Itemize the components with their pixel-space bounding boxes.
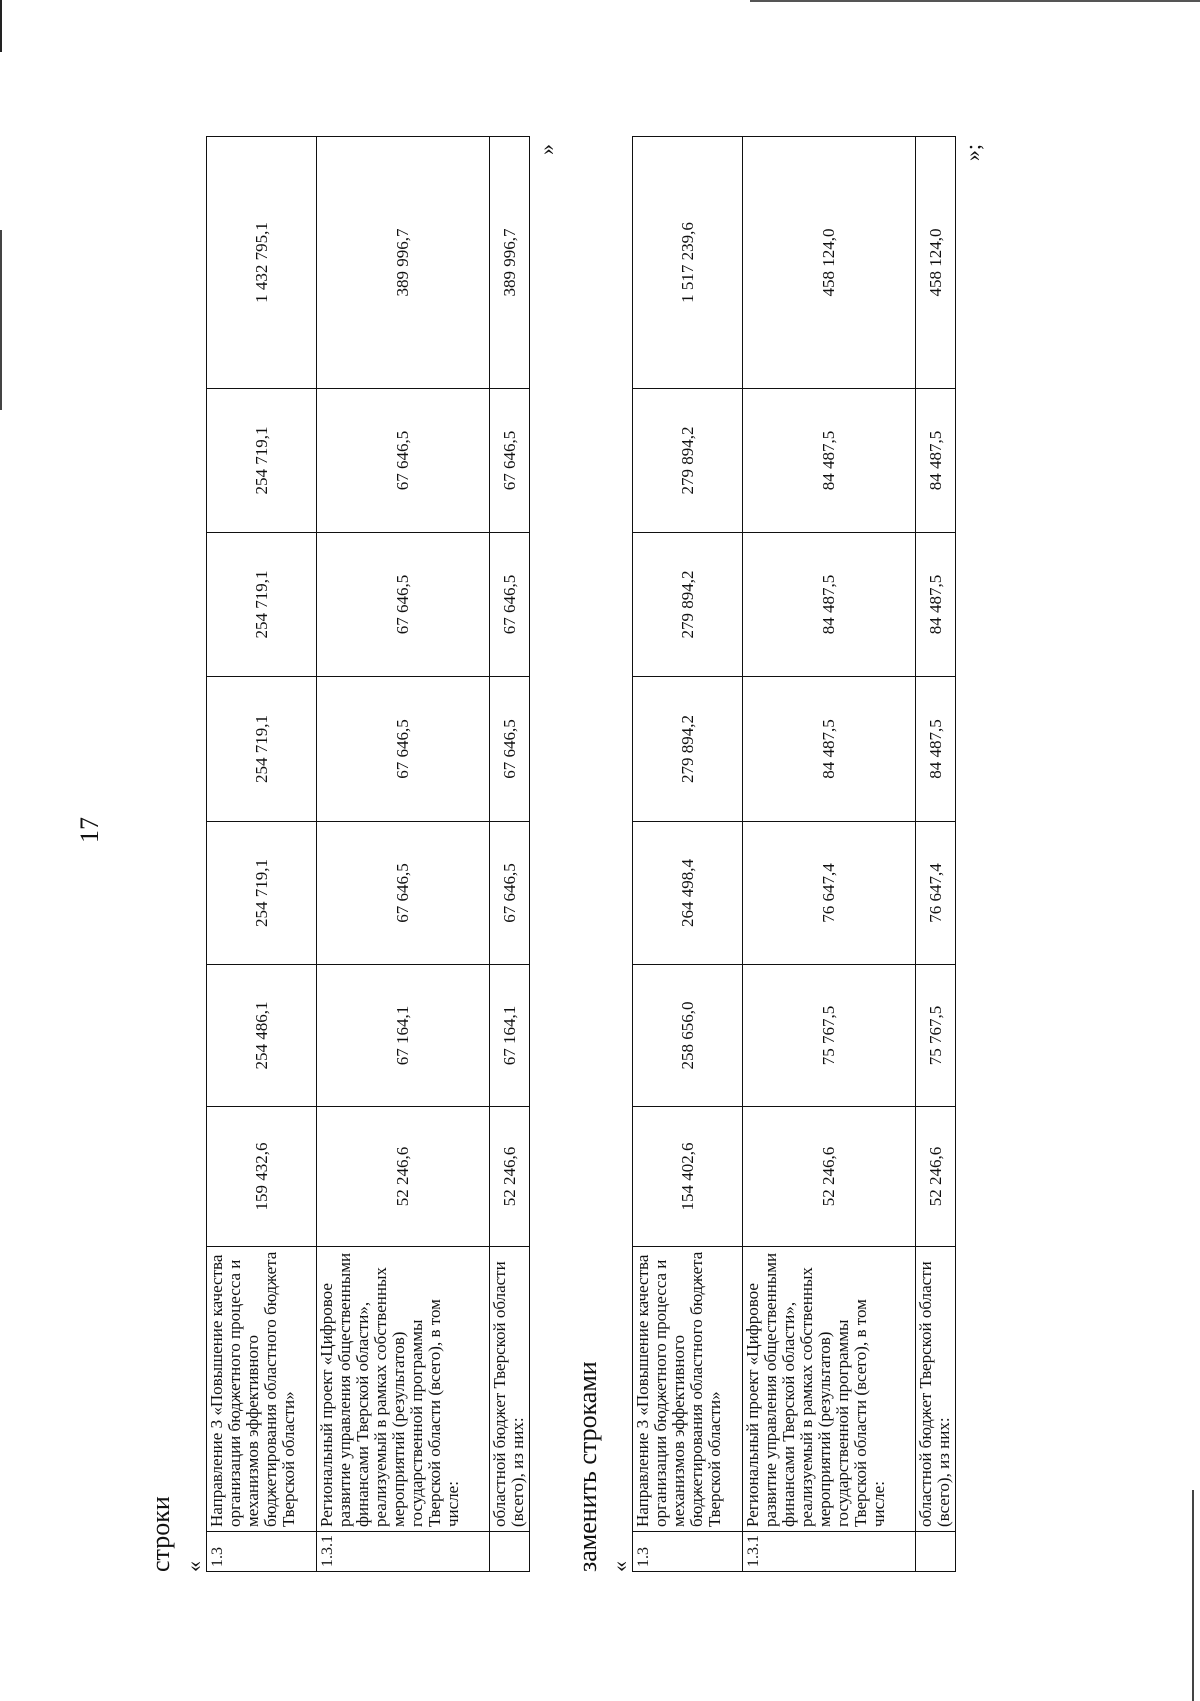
value-cell: 84 487,5 xyxy=(743,389,916,533)
value-cell: 75 767,5 xyxy=(916,965,956,1107)
value-cell: 67 646,5 xyxy=(490,389,530,533)
value-cell: 52 246,6 xyxy=(317,1107,490,1247)
scan-edge-line xyxy=(750,0,1200,2)
value-cell: 264 498,4 xyxy=(633,822,743,965)
value-cell: 84 487,5 xyxy=(743,533,916,677)
value-cell: 67 646,5 xyxy=(317,677,490,822)
value-cell: 67 646,5 xyxy=(490,533,530,677)
table-row xyxy=(743,137,916,1572)
section2-end-row xyxy=(956,132,994,1572)
section2-quote-close: »; xyxy=(960,144,985,162)
table-row xyxy=(207,137,317,1572)
value-cell: 254 719,1 xyxy=(207,677,317,822)
value-cell: 67 646,5 xyxy=(490,677,530,822)
value-cell: 279 894,2 xyxy=(633,677,743,822)
value-cell: 52 246,6 xyxy=(490,1107,530,1247)
value-cell: 67 646,5 xyxy=(317,533,490,677)
section1-quote-close: » xyxy=(534,144,559,155)
value-cell: 159 432,6 xyxy=(207,1107,317,1247)
value-cell: 67 646,5 xyxy=(490,822,530,965)
section2-quote-open: « xyxy=(607,1561,632,1572)
table-row xyxy=(317,137,490,1572)
value-cell: 76 647,4 xyxy=(916,822,956,965)
scan-edge-line xyxy=(0,230,2,410)
table-row xyxy=(633,137,743,1572)
value-cell: 52 246,6 xyxy=(916,1107,956,1247)
value-cell: 279 894,2 xyxy=(633,389,743,533)
value-cell: 84 487,5 xyxy=(916,389,956,533)
row-description: Региональный проект «Цифровое развитие управления общественными финансами Тверской области», реализуемый в рамках собственных мероприятий (результатов) государственной программы Тверской области (всего), в том числе: xyxy=(743,1247,916,1532)
value-cell: 67 646,5 xyxy=(317,822,490,965)
value-cell: 75 767,5 xyxy=(743,965,916,1107)
page-number: 17 xyxy=(75,817,104,843)
value-cell: 67 164,1 xyxy=(490,965,530,1107)
value-cell: 67 164,1 xyxy=(317,965,490,1107)
row-description: Направление 3 «Повышение качества организации бюджетного процесса и механизмов эффективного бюджетирования областного бюджета Тверской области» xyxy=(207,1247,317,1532)
value-cell: 67 646,5 xyxy=(317,389,490,533)
section1-table xyxy=(206,136,530,1572)
value-cell: 84 487,5 xyxy=(916,533,956,677)
value-cell: 389 996,7 xyxy=(317,137,490,389)
row-number xyxy=(916,1532,956,1572)
value-cell: 458 124,0 xyxy=(916,137,956,389)
rotated-content xyxy=(140,132,1140,1572)
value-cell: 258 656,0 xyxy=(633,965,743,1107)
scan-edge-line xyxy=(1192,1490,1194,1701)
value-cell: 254 719,1 xyxy=(207,389,317,533)
value-cell: 389 996,7 xyxy=(490,137,530,389)
row-description: областной бюджет Тверской области (всего), из них: xyxy=(916,1247,956,1532)
value-cell: 154 402,6 xyxy=(633,1107,743,1247)
value-cell: 84 487,5 xyxy=(743,677,916,822)
row-number: 1.3 xyxy=(207,1532,317,1572)
value-cell: 458 124,0 xyxy=(743,137,916,389)
value-cell: 254 719,1 xyxy=(207,533,317,677)
table-row xyxy=(490,137,530,1572)
row-number: 1.3.1 xyxy=(317,1532,490,1572)
row-number: 1.3.1 xyxy=(743,1532,916,1572)
section1-end-row xyxy=(530,132,568,1572)
value-cell: 52 246,6 xyxy=(743,1107,916,1247)
scan-edge-line xyxy=(0,0,2,52)
table-row xyxy=(916,137,956,1572)
value-cell: 254 719,1 xyxy=(207,822,317,965)
row-description: областной бюджет Тверской области (всего), из них: xyxy=(490,1247,530,1532)
value-cell: 1 517 239,6 xyxy=(633,137,743,389)
row-number xyxy=(490,1532,530,1572)
value-cell: 1 432 795,1 xyxy=(207,137,317,389)
value-cell: 76 647,4 xyxy=(743,822,916,965)
value-cell: 254 486,1 xyxy=(207,965,317,1107)
section1-quote-open: « xyxy=(181,1561,206,1572)
row-description: Направление 3 «Повышение качества организации бюджетного процесса и механизмов эффективного бюджетирования областного бюджета Тверской области» xyxy=(633,1247,743,1532)
section1-caption: строки xyxy=(146,1496,175,1572)
section2-table xyxy=(632,136,956,1572)
section2-caption: заменить строками xyxy=(573,1361,602,1572)
value-cell: 279 894,2 xyxy=(633,533,743,677)
value-cell: 84 487,5 xyxy=(916,677,956,822)
row-number: 1.3 xyxy=(633,1532,743,1572)
row-description: Региональный проект «Цифровое развитие управления общественными финансами Тверской области», реализуемый в рамках собственных мероприятий (результатов) государственной программы Тверской области (всего), в том числе: xyxy=(317,1247,490,1532)
